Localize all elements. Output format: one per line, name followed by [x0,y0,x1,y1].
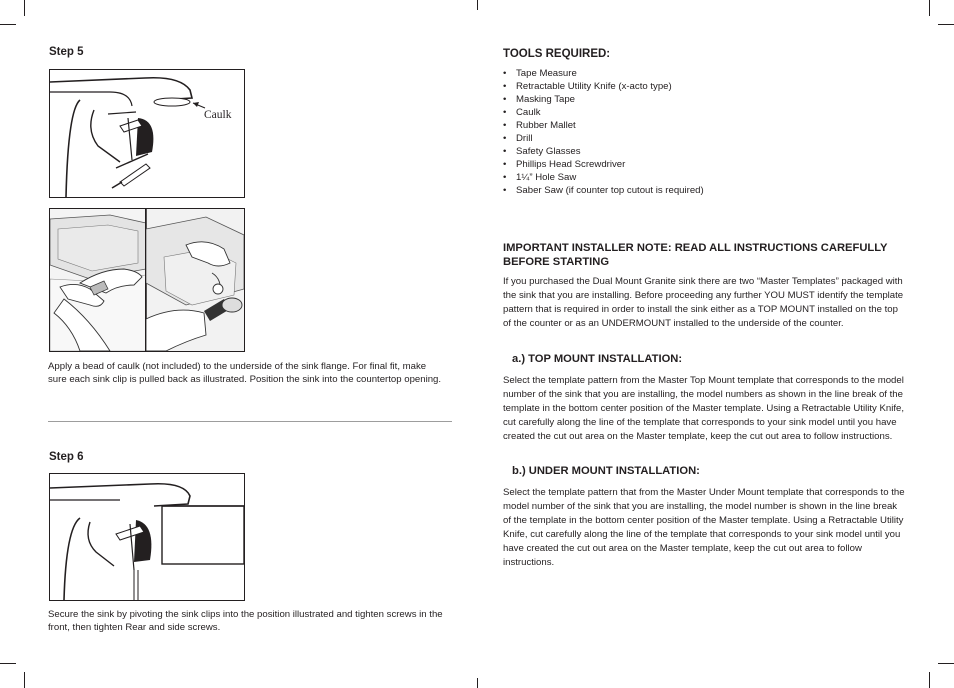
list-item: • Phillips Head Screwdriver [503,159,626,170]
step6-heading: Step 6 [49,451,84,463]
list-item: • Saber Saw (if counter top cutout is required) [503,185,704,196]
list-item: • Safety Glasses [503,146,581,157]
top-mount-paragraph: Select the template pattern from the Master Top Mount template that corresponds to the model number of the sink that you are installing, the model numbers as shown in the line break of the template in the bottom center position of the Master template. Using a Retractable Utility Knife, cut carefully along the line of the template that corresponds to your sink model until you have created the cut out area on the Master template, keep the cut out area to follow instructions. [503,375,905,442]
crop-mark [938,24,954,25]
crop-mark [477,0,478,10]
list-item: • Rubber Mallet [503,120,576,131]
list-item: • Masking Tape [503,94,576,105]
tools-heading: TOOLS REQUIRED: [503,48,611,60]
step5-caption: Apply a bead of caulk (not included) to the underside of the sink flange. For final fit, make sure each sink clip is pulled back as illustrated. Position the sink into the countertop opening. [48,361,442,385]
step5-caulk-diagram [49,69,245,198]
under-mount-paragraph: Select the template pattern that from the Master Under Mount template that corresponds to the model number of the sink that you are installing, the model number is shown in the line break of the template in the bottom center position of the Master template. Using a Retractable Utility Knife, cut carefully along the line of the template that corresponds to your sink model until you have created the cut out area on the Master template, keep the cut out area to follow instructions. [503,487,905,568]
installer-note-heading: IMPORTANT INSTALLER NOTE: READ ALL INSTRUCTIONS CAREFULLY BEFORE STARTING [503,242,888,268]
list-item: • 1¼” Hole Saw [503,172,577,183]
list-item: • Retractable Utility Knife (x-acto type) [503,81,672,92]
step5-clip-photo-left [49,208,146,352]
installer-note-paragraph: If you purchased the Dual Mount Granite sink there are two “Master Templates” packaged with the sink that you are installing. Before proceeding any further YOU MUST identify the template pattern that is required in order to install the sink either as a TOP MOUNT installed on the top of the counter or as an UNDERMOUNT installed to the underside of the counter. [503,276,904,329]
caulk-label: Caulk [204,109,232,121]
step5-heading: Step 5 [49,46,84,58]
list-item: • Drill [503,133,533,144]
crop-mark [24,672,25,688]
step6-clip-diagram [49,473,245,601]
list-item: • Tape Measure [503,68,577,79]
crop-mark [0,663,16,664]
step5-clip-photo-right [145,208,245,352]
tools-list [503,67,803,197]
crop-mark [929,672,930,688]
crop-mark [938,663,954,664]
list-item: • Caulk [503,107,541,118]
crop-mark [477,678,478,688]
section-divider [48,421,452,422]
crop-mark [0,24,16,25]
top-mount-heading: a.) TOP MOUNT INSTALLATION: [512,353,683,365]
crop-mark [24,0,25,16]
crop-mark [929,0,930,16]
step6-caption: Secure the sink by pivoting the sink clips into the position illustrated and tighten screws in the front, then tighten Rear and side screws. [48,609,443,633]
under-mount-heading: b.) UNDER MOUNT INSTALLATION: [512,465,700,477]
